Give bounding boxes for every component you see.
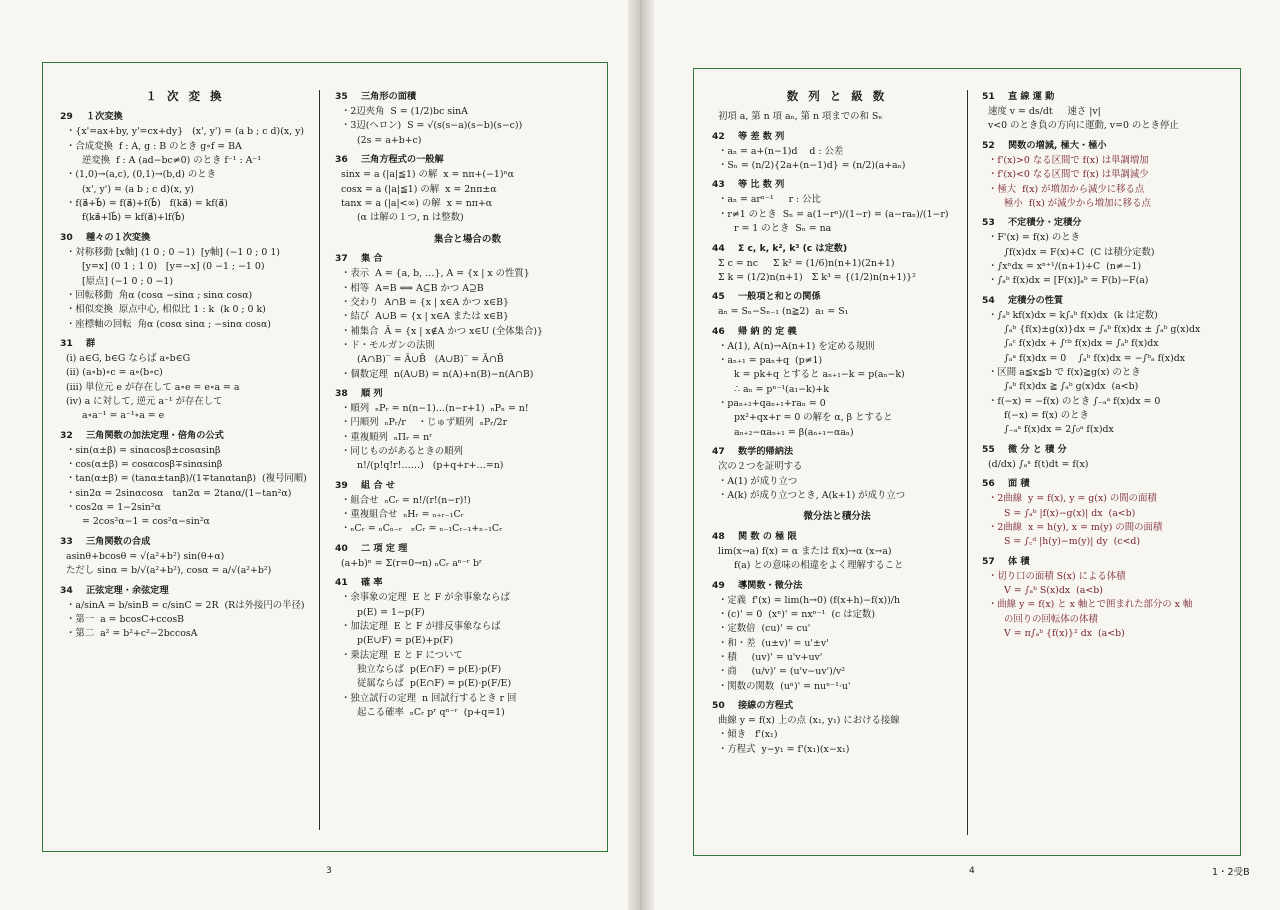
formula-heading: [60, 584, 310, 597]
formula-line: ・∫ₐᵇ f(x)dx = [F(x)]ₐᵇ = F(b)−F(a): [988, 275, 1149, 287]
formula-heading: [335, 90, 600, 103]
formula-line: ∫f(x)dx = F(x)+C (C は積分定数): [1004, 246, 1155, 258]
heading-text: 体 積: [1008, 555, 1030, 567]
formula-line: ・順列 ₙPᵣ = n(n−1)…(n−r+1) ₙPₙ = n!: [341, 403, 529, 415]
formula-line: (ⅱ) (a∘b)∘c = a∘(b∘c): [66, 367, 163, 379]
formula-line: [y=x] (0 1 ; 1 0) [y=−x] (0 −1 ; −1 0): [82, 261, 265, 273]
formula-line: V = π∫ₐᵇ {f(x)}² dx (a<b): [1004, 628, 1125, 640]
formula-heading: [982, 90, 1234, 103]
formula-line: ・傾き f'(x₁): [718, 729, 778, 741]
section-title-linear-transformation: １ 次 変 換: [145, 89, 225, 103]
chapter-subtitle: 微分法と積分法: [803, 511, 871, 523]
formula-line: Σ c = nc Σ k² = (1/6)n(n+1)(2n+1): [718, 257, 895, 269]
heading-text: 三角形の面積: [361, 91, 417, 102]
formula-heading: [982, 216, 1234, 229]
formula-line: ・cos(α±β) = cosαcosβ∓sinαsinβ: [66, 459, 223, 471]
heading-text: 三角関数の合成: [86, 535, 151, 547]
formula-heading: [60, 337, 310, 350]
formula-line: (d/dx) ∫ₐˣ f(t)dt = f(x): [988, 458, 1089, 470]
formula-line: S = ∫ₐᵇ |f(x)−g(x)| dx (a<b): [1004, 507, 1136, 519]
page-number-left: 3: [326, 866, 332, 876]
heading-text: 集 合: [361, 253, 383, 265]
heading-number: 44: [712, 242, 725, 254]
formula-line: S = ∫꜀ᵈ |h(y)−m(y)| dy (c<d): [1004, 536, 1141, 548]
formula-line: ∫ₐᶜ f(x)dx + ∫ᶜᵇ f(x)dx = ∫ₐᵇ f(x)dx: [1004, 338, 1159, 350]
heading-number: 31: [60, 337, 73, 349]
formula-line: k = pk+q とすると aₙ₊₁−k = p(aₙ−k): [734, 369, 905, 381]
formula-line: ・対称移動 [x軸] (1 0 ; 0 −1) [y軸] (−1 0 ; 0 1): [66, 246, 280, 258]
heading-text: 三角関数の加法定理・倍角の公式: [86, 429, 224, 441]
formula-line: ・個数定理 n(A∪B) = n(A)+n(B)−n(A∩B): [341, 368, 534, 380]
heading-number: 33: [60, 535, 73, 547]
formula-line: sinx = a (|a|≦1) の解 x = nπ+(−1)ⁿα: [341, 169, 514, 181]
formula-line: ・∫ₐᵇ kf(x)dx = k∫ₐᵇ f(x)dx (k は定数): [988, 309, 1158, 321]
formula-line: (ⅳ) a に対して, 逆元 a⁻¹ が存在して: [66, 396, 223, 408]
formula-line: ・重複順列 ₙΠᵣ = nʳ: [341, 431, 433, 443]
heading-number: 29: [60, 111, 73, 123]
formula-line: 極小 f(x) が減少から増加に移る点: [1004, 197, 1151, 209]
formula-line: ∴ aₙ = pⁿ⁻¹(a₁−k)+k: [734, 383, 829, 395]
heading-text: 順 列: [361, 387, 383, 399]
formula-heading: [712, 699, 962, 712]
formula-line: (a+b)ⁿ = Σ(r=0→n) ₙCᵣ aⁿ⁻ʳ bʳ: [341, 557, 483, 569]
formula-line: (x', y') = (a b ; c d)(x, y): [82, 183, 194, 195]
formula-line: ・F'(x) = f(x) のとき: [988, 232, 1081, 244]
formula-line: ・方程式 y−y₁ = f'(x₁)(x−x₁): [718, 743, 850, 755]
formula-line: ・区間 a≦x≦b で f(x)≧g(x) のとき: [988, 367, 1141, 379]
heading-text: 等 比 数 列: [738, 179, 785, 191]
formula-heading: [335, 387, 600, 400]
formula-line: ・合成変換 f : A, g : B のとき g∘f = BA: [66, 140, 242, 152]
formula-heading: [712, 290, 962, 303]
heading-text: 組 合 せ: [361, 479, 395, 491]
formula-heading: [982, 477, 1234, 490]
formula-heading: [335, 576, 600, 589]
formula-line: a∘a⁻¹ = a⁻¹∘a = e: [82, 410, 165, 422]
heading-text: 三角方程式の一般解: [361, 154, 444, 166]
formula-line: ・和・差 (u±v)' = u'±v': [718, 637, 829, 649]
heading-number: 48: [712, 530, 725, 542]
heading-number: 46: [712, 325, 725, 337]
formula-line: 初項 a, 第 n 項 aₙ, 第 n 項までの和 Sₙ: [718, 111, 883, 123]
heading-number: 55: [982, 443, 995, 455]
formula-line: ・A(1) が成り立つ: [718, 475, 798, 487]
formula-line: ・第一 a = bcosC+ccosB: [66, 613, 185, 625]
formula-line: lim(x→a) f(x) = α または f(x)→α (x→a): [718, 545, 892, 557]
formula-heading: [60, 535, 310, 548]
heading-number: 35: [335, 91, 348, 102]
formula-line: ・表示 A = {a, b, …}, A = {x | x の性質}: [341, 268, 530, 280]
heading-text: 微 分 と 積 分: [1008, 443, 1067, 455]
heading-number: 49: [712, 579, 725, 591]
heading-number: 43: [712, 179, 725, 191]
formula-line: (ⅲ) 単位元 e が存在して a∘e = e∘a = a: [66, 381, 240, 393]
formula-line: ・2曲線 x = h(y), x = m(y) の間の面積: [988, 521, 1163, 533]
formula-heading: [335, 479, 600, 492]
formula-heading: [712, 242, 962, 255]
formula-line: ・円順列 ₙPᵣ/r ・じゅず順列 ₙPᵣ/2r: [341, 417, 508, 429]
formula-line: ・独立試行の定理 n 回試行するとき r 回: [341, 692, 517, 704]
heading-number: 52: [982, 139, 995, 151]
formula-line: ・Sₙ = (n/2){2a+(n−1)d} = (n/2)(a+aₙ): [718, 160, 906, 172]
formula-line: ・相等 A=B ⟺ A⊆B かつ A⊇B: [341, 282, 484, 294]
formula-line: p(E∪F) = p(E)+p(F): [357, 635, 454, 647]
heading-number: 54: [982, 294, 995, 306]
heading-text: １次変換: [86, 111, 123, 123]
formula-heading: [982, 555, 1234, 568]
heading-text: Σ c, k, k², k³ (c は定数): [738, 242, 848, 254]
formula-line: v<0 のとき負の方向に運動, v=0 のとき停止: [988, 120, 1179, 132]
formula-line: ・極大 f(x) が増加から減少に移る点: [988, 183, 1145, 195]
formula-line: ・{x'=ax+by, y'=cx+dy} (x', y') = (a b ; c d)(x, y): [66, 126, 305, 138]
formula-line: aₙ₊₂−αaₙ₊₁ = β(aₙ₊₁−αaₙ): [734, 426, 854, 438]
heading-text: 直 線 運 動: [1008, 91, 1055, 102]
heading-number: 51: [982, 91, 995, 102]
heading-text: 等 差 数 列: [738, 130, 785, 142]
heading-text: 接線の方程式: [738, 700, 794, 712]
formula-line: ∫ₐᵇ {f(x)±g(x)}dx = ∫ₐᵇ f(x)dx ± ∫ₐᵇ g(x)dx: [1004, 324, 1201, 336]
formula-line: 次の２つを証明する: [718, 461, 803, 473]
formula-line: ∫₋ₐᵃ f(x)dx = 2∫₀ᵃ f(x)dx: [1004, 424, 1114, 436]
formula-line: ・∫xⁿdx = xⁿ⁺¹/(n+1)+C (n≠−1): [988, 260, 1142, 272]
heading-number: 37: [335, 253, 348, 265]
heading-number: 47: [712, 446, 725, 458]
formula-line: ・同じものがあるときの順列: [341, 446, 463, 458]
formula-heading: [60, 231, 310, 244]
formula-line: ・組合せ ₙCᵣ = n!/(r!(n−r)!): [341, 494, 471, 506]
heading-text: 定積分の性質: [1008, 294, 1064, 306]
heading-text: 導関数・微分法: [738, 579, 803, 591]
formula-line: ただし sinα = b/√(a²+b²), cosα = a/√(a²+b²): [66, 565, 272, 577]
heading-text: 確 率: [361, 577, 383, 589]
heading-text: 数学的帰納法: [738, 446, 794, 458]
formula-line: asinθ+bcosθ = √(a²+b²) sin(θ+α): [66, 550, 225, 562]
heading-number: 41: [335, 577, 348, 589]
formula-line: ・交わり A∩B = {x | x∈A かつ x∈B}: [341, 296, 509, 308]
formula-line: ・(1,0)→(a,c), (0,1)→(b,d) のとき: [66, 169, 217, 181]
formula-line: (α は解の１つ, n は整数): [357, 212, 464, 224]
chapter-subtitle: 集合と場合の数: [433, 233, 502, 245]
heading-text: 不定積分・定積分: [1008, 217, 1082, 229]
series-label: 1・2受B: [1212, 867, 1250, 878]
heading-text: 帰 納 的 定 義: [738, 325, 797, 337]
formula-line: ・sin(α±β) = sinαcosβ±cosαsinβ: [66, 444, 221, 456]
formula-line: ・座標軸の回転 角α (cosα sinα ; −sinα cosα): [66, 318, 271, 330]
formula-line: ・f(a⃗+b⃗) = f(a⃗)+f(b⃗) f(ka⃗) = kf(a⃗): [66, 198, 228, 210]
formula-line: ・第二 a² = b²+c²−2bccosA: [66, 628, 198, 640]
formula-line: n!/(p!q!r!……) (p+q+r+…=n): [357, 460, 504, 472]
formula-line: Σ k = (1/2)n(n+1) Σ k³ = {(1/2)n(n+1)}²: [718, 271, 916, 283]
formula-line: 起こる確率 ₙCᵣ pʳ qⁿ⁻ʳ (p+q=1): [357, 707, 505, 719]
heading-text: 種々の１次変換: [86, 231, 151, 243]
heading-number: 38: [335, 387, 348, 399]
heading-number: 40: [335, 542, 348, 554]
formula-line: ・相似変換 原点中心, 相似比 1 : k (k 0 ; 0 k): [66, 304, 266, 316]
formula-line: ・乗法定理 E と F について: [341, 649, 463, 661]
formula-line: (2s = a+b+c): [357, 134, 422, 146]
formula-line: r = 1 のとき Sₙ = na: [734, 223, 832, 235]
left-column-divider: [319, 90, 320, 830]
formula-line: aₙ = Sₙ−Sₙ₋₁ (n≧2) a₁ = S₁: [718, 306, 849, 318]
formula-heading: [712, 325, 962, 338]
right-column-divider: [967, 90, 968, 835]
formula-line: ・回転移動 角α (cosα −sinα ; sinα cosα): [66, 289, 253, 301]
formula-line: ・補集合 Ā = {x | x∉A かつ x∈U (全体集合)}: [341, 325, 544, 337]
heading-number: 36: [335, 154, 348, 166]
formula-line: ・重複組合せ ₙHᵣ = ₙ₊ᵣ₋₁Cᵣ: [341, 509, 464, 521]
heading-number: 45: [712, 291, 725, 303]
formula-heading: [982, 443, 1234, 456]
left-column-2: [335, 84, 600, 720]
formula-line: [原点] (−1 0 ; 0 −1): [82, 275, 174, 287]
formula-line: tanx = a (|a|<∞) の解 x = nπ+α: [341, 197, 493, 209]
heading-number: 50: [712, 700, 725, 712]
formula-line: ・aₙ = a+(n−1)d d : 公差: [718, 145, 844, 157]
formula-line: ・関数の関数 (uⁿ)' = nuⁿ⁻¹·u': [718, 680, 851, 692]
heading-number: 53: [982, 217, 995, 229]
heading-text: 二 項 定 理: [361, 542, 408, 554]
formula-heading: [335, 252, 600, 265]
heading-number: 56: [982, 478, 995, 490]
formula-line: ∫ₐᵇ f(x)dx ≧ ∫ₐᵇ g(x)dx (a<b): [1004, 381, 1139, 393]
formula-line: ・結び A∪B = {x | x∈A または x∈B}: [341, 311, 509, 323]
formula-line: ・(c)' = 0 (xⁿ)' = nxⁿ⁻¹ (c は定数): [718, 609, 876, 620]
heading-number: 42: [712, 130, 725, 142]
formula-line: px²+qx+r = 0 の解を α, β とすると: [734, 412, 893, 424]
page-number-right: 4: [969, 866, 975, 876]
formula-line: f(ka⃗+lb⃗) = kf(a⃗)+lf(b⃗): [82, 212, 185, 224]
formula-line: ・3辺(ヘロン) S = √(s(s−a)(s−b)(s−c)): [341, 120, 523, 132]
heading-number: 30: [60, 231, 73, 243]
formula-line: ・f'(x)<0 なる区間で f(x) は単調減少: [988, 169, 1149, 181]
formula-line: 独立ならば p(E∩F) = p(E)·p(F): [357, 664, 502, 676]
right-column-2: [982, 84, 1234, 641]
heading-number: 57: [982, 555, 995, 567]
heading-text: 面 積: [1008, 478, 1030, 490]
formula-heading: [982, 139, 1234, 152]
formula-line: = 2cos²α−1 = cos²α−sin²α: [82, 516, 210, 528]
formula-line: ・積 (uv)' = u'v+uv': [718, 652, 823, 664]
formula-line: ・2辺夾角 S = (1/2)bc sinA: [341, 106, 468, 118]
formula-line: ・ド・モルガンの法則: [341, 339, 435, 351]
formula-line: ・a/sinA = b/sinB = c/sinC = 2R (Rは外接円の半径): [66, 599, 305, 611]
formula-heading: [982, 294, 1234, 307]
section-title-sequences: 数 列 と 級 数: [786, 89, 888, 103]
formula-line: 逆変換 f : A (ad−bc≠0) のとき f⁻¹ : A⁻¹: [82, 155, 262, 167]
formula-heading: [335, 153, 600, 166]
book-gutter: [628, 0, 654, 910]
formula-line: ・商 (u/v)' = (u'v−uv')/v²: [718, 666, 846, 678]
formula-heading: [712, 130, 962, 143]
formula-line: 従属ならば p(E∩F) = p(E)·p(F/E): [357, 678, 512, 690]
formula-line: f(a) との意味の相違をよく理解すること: [734, 560, 904, 572]
formula-line: cosx = a (|a|≦1) の解 x = 2nπ±α: [341, 183, 497, 195]
formula-line: ・余事象の定理 E と F が余事象ならば: [341, 592, 510, 604]
formula-line: ・sin2α = 2sinαcosα tan2α = 2tanα/(1−tan²α): [66, 487, 292, 499]
formula-line: ・2曲線 y = f(x), y = g(x) の間の面積: [988, 493, 1157, 505]
formula-line: ・ₙCᵣ = ₙCₙ₋ᵣ ₙCᵣ = ₙ₋₁Cᵣ₋₁+ₙ₋₁Cᵣ: [341, 523, 503, 535]
heading-number: 32: [60, 429, 73, 441]
formula-line: ・aₙ₊₁ = paₙ+q (p≠1): [718, 355, 823, 367]
formula-heading: [60, 110, 310, 123]
right-column-1: [712, 84, 962, 757]
formula-line: ・A(k) が成り立つとき, A(k+1) が成り立つ: [718, 489, 906, 501]
heading-text: 関 数 の 極 限: [738, 530, 797, 542]
formula-line: ・切り口の面積 S(x) による体積: [988, 570, 1126, 582]
formula-line: ・cos2α = 1−2sin²α: [66, 502, 161, 514]
formula-heading: [712, 579, 962, 592]
formula-line: f(−x) = f(x) のとき: [1004, 410, 1089, 422]
formula-line: ・tan(α±β) = (tanα±tanβ)/(1∓tanαtanβ) (複号同順): [66, 473, 307, 485]
formula-line: ∫ₐᵃ f(x)dx = 0 ∫ₐᵇ f(x)dx = −∫ᵇₐ f(x)dx: [1004, 352, 1186, 364]
formula-line: の回りの回転体の体積: [1004, 613, 1098, 625]
formula-line: (A∩B)‾ = Ā∪B̄ (A∪B)‾ = Ā∩B̄: [357, 354, 504, 366]
formula-heading: [335, 542, 600, 555]
formula-line: ・aₙ = arⁿ⁻¹ r : 公比: [718, 194, 821, 206]
formula-line: 曲線 y = f(x) 上の点 (x₁, y₁) における接線: [718, 715, 900, 727]
heading-text: 群: [86, 337, 96, 349]
formula-line: 速度 v = ds/dt 速さ |v|: [988, 106, 1101, 118]
formula-heading: [712, 530, 962, 543]
heading-text: 関数の増減, 極大・極小: [1008, 139, 1107, 151]
formula-line: (ⅰ) a∈G, b∈G ならば a∘b∈G: [66, 352, 191, 364]
formula-line: ・r≠1 のとき Sₙ = a(1−rⁿ)/(1−r) = (a−raₙ)/(1−r): [718, 208, 949, 220]
formula-line: ・f'(x)>0 なる区間で f(x) は単調増加: [988, 154, 1149, 166]
formula-line: ・定数倍 (cu)' = cu': [718, 623, 811, 635]
heading-number: 39: [335, 479, 348, 491]
formula-line: ・f(−x) = −f(x) のとき ∫₋ₐᵃ f(x)dx = 0: [988, 395, 1161, 407]
formula-line: V = ∫ₐᵇ S(x)dx (a<b): [1004, 585, 1103, 597]
formula-line: ・paₙ₊₂+qaₙ₊₁+raₙ = 0: [718, 398, 826, 410]
formula-line: ・定義 f'(x) = lim(h→0) (f(x+h)−f(x))/h: [718, 594, 900, 606]
heading-text: 正弦定理・余弦定理: [86, 584, 169, 596]
formula-heading: [712, 445, 962, 458]
formula-line: ・A(1), A(n)→A(n+1) を定める規則: [718, 340, 875, 352]
formula-line: ・曲線 y = f(x) と x 軸とで囲まれた部分の x 軸: [988, 599, 1193, 611]
left-column-1: [60, 84, 310, 642]
heading-number: 34: [60, 584, 73, 596]
formula-heading: [712, 178, 962, 191]
formula-line: p(E) = 1−p(F): [357, 606, 425, 618]
formula-heading: [60, 429, 310, 442]
heading-text: 一般項と和との関係: [738, 291, 821, 303]
formula-line: ・加法定理 E と F が排反事象ならば: [341, 620, 501, 632]
